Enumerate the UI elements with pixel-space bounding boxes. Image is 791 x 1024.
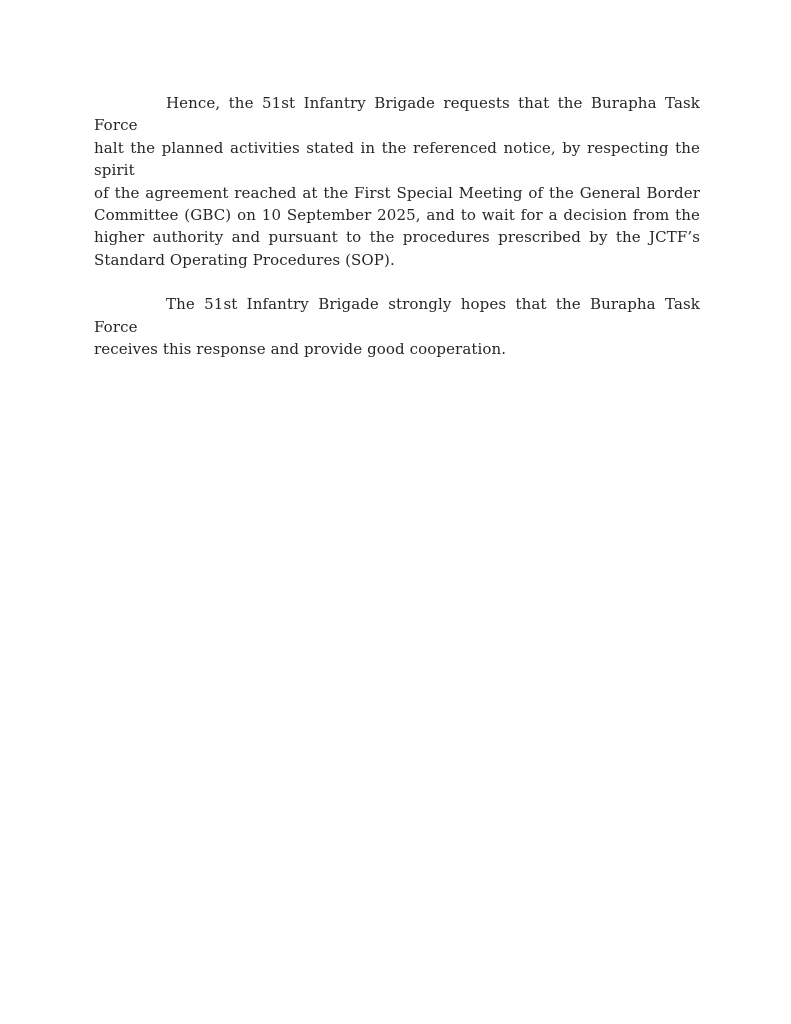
text-line: The 51st Infantry Brigade strongly hopes that the Burapha Task Force — [94, 295, 700, 336]
text-line: of the agreement reached at the First Special Meeting of the General Border — [94, 183, 700, 202]
text-line: Standard Operating Procedures (SOP). — [94, 250, 395, 269]
text-line: Hence, the 51st Infantry Brigade requests that the Burapha Task Force — [94, 94, 700, 135]
paragraph-2 — [94, 293, 700, 360]
document-content — [94, 92, 700, 360]
text-line: higher authority and pursuant to the procedures prescribed by the JCTF’s — [94, 228, 700, 247]
text-line: Committee (GBC) on 10 September 2025, and to wait for a decision from the — [94, 206, 700, 225]
paragraph-1 — [94, 92, 700, 271]
text-line: receives this response and provide good cooperation. — [94, 340, 507, 359]
text-line: halt the planned activities stated in the referenced notice, by respecting the spirit — [94, 138, 700, 180]
